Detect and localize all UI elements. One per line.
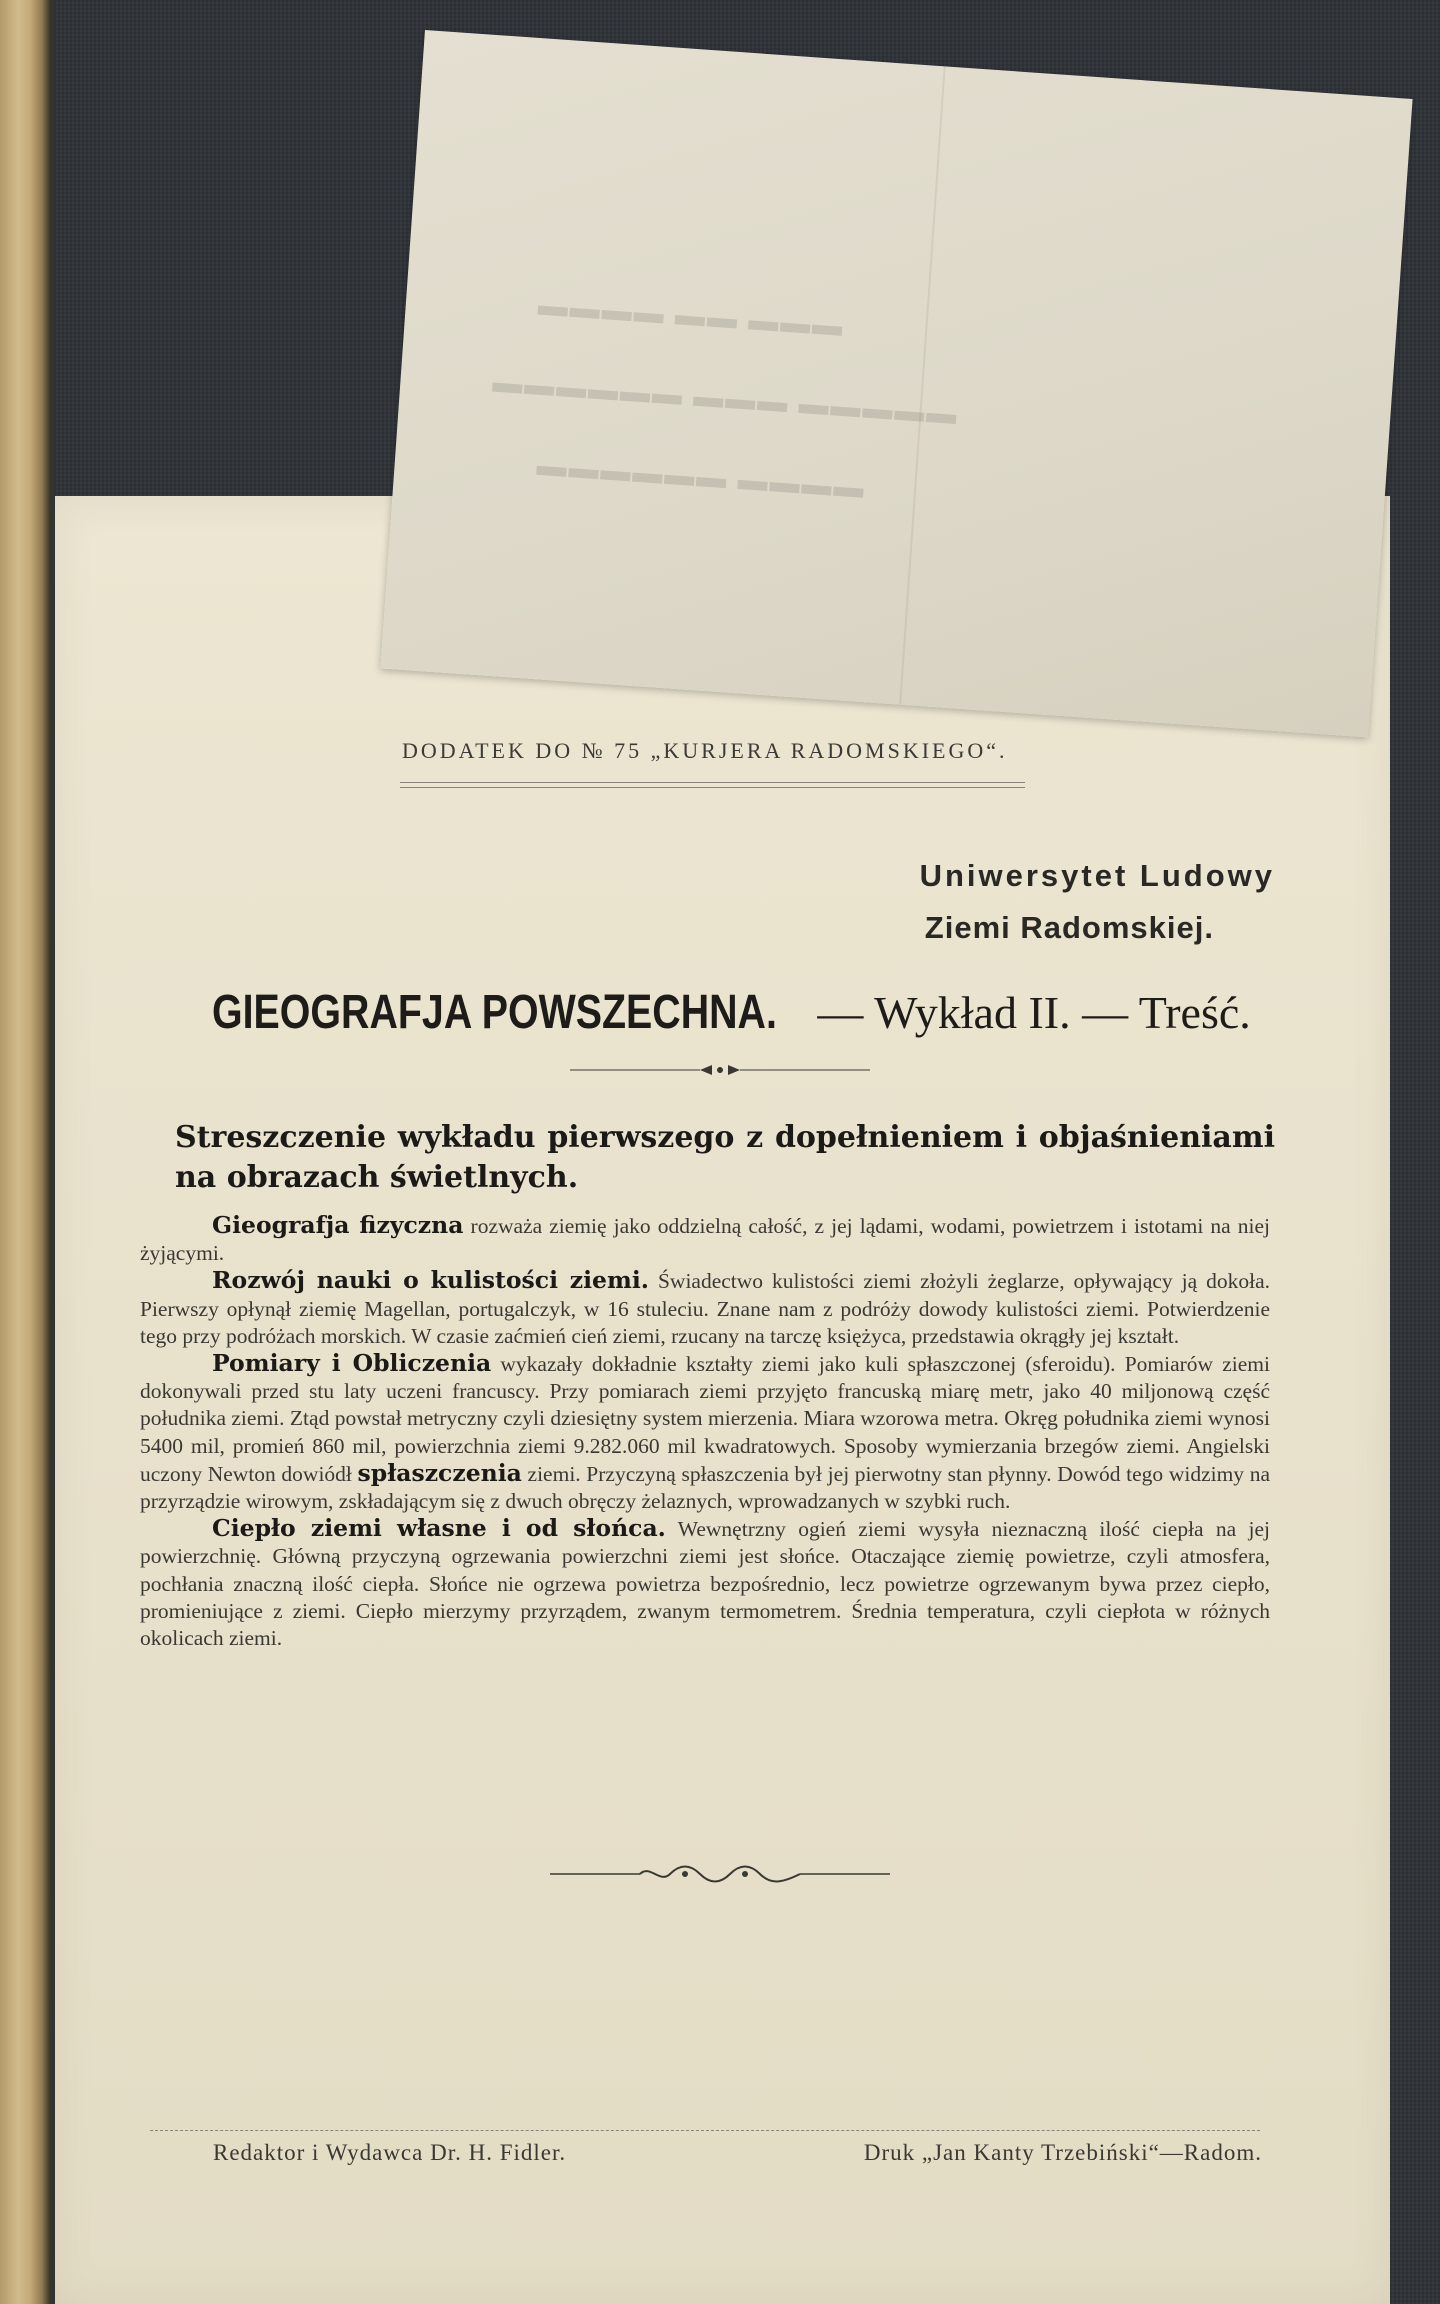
org-name-line1: Uniwersytet Ludowy <box>919 858 1275 893</box>
summary-heading: Streszczenie wykładu pierwszego z dopełnieniem i objaśnieniami na obrazach świetlnych. <box>175 1120 1275 1195</box>
section-text: Wewnętrzny ogień ziemi wysyła nieznaczną ilość ciepła na jej powierzchnię. Główną przyczyną ogrzewania powierzchni ziemi jest słońce. Otaczające ziemię powietrze, czyli atmosfera, pochłania znaczną ilość ciepła. Słońce nie ogrzewa powietrza bezpośrednio, lecz powietrze ogrzewanym bywa przez ciepło, promieniujące z ziemi. Ciepło mierzymy przyrządem, zwanym termometrem. Średnia temperatura, czyli ciepłota w różnych okolicach ziemi. <box>140 1517 1270 1651</box>
footer-editor: Redaktor i Wydawca Dr. H. Fidler. <box>213 2140 567 2165</box>
footer-printer: Druk „Jan Kanty Trzebiński“—Radom. <box>863 2140 1262 2165</box>
section-text: wykazały dokładnie kształty ziemi jako kuli spłaszczonej (sferoidu). Pomiarów ziemi dokonywali przed stu laty uczeni francuscy. Przy pomiarach ziemi przyjęto francuską miarę metr, jako 40 miljonową część południka ziemi. Ztąd powstał metryczny czyli dziesiętny system mierzenia. Miara wzorowa metra. Okręg południka ziemi wynosi 5400 mil, promień 860 mil, powierzchnia ziemi 9.282.060 mil kwadratowych. Sposoby wymierzania brzegów ziemi. Angielski uczony Newton dowiódł <box>140 1352 1270 1486</box>
article-body <box>140 1212 1270 1652</box>
ornament-icon <box>570 1060 870 1080</box>
section-earth-heat <box>140 1515 1270 1652</box>
bleed-through-mark: ▬▬▬ ▬▬ ▬▬▬▬ <box>534 288 844 343</box>
bleed-through-mark: ▬▬▬▬▬ ▬▬▬ ▬▬▬▬▬▬ <box>489 365 958 431</box>
title-lecture: — Wykład II. — Treść. <box>805 987 1251 1038</box>
section-text: Świadectwo kulistości ziemi złożyli żeglarze, opływający ją dokoła. Pierwszy opłynął ziemię Magellan, portugalczyk, w 16 stuleciu. Znane nam z podróży dowody kulistości ziemi. Potwierdzenie tego przy podróżach morskich. W czasie zaćmień cień ziemi, rzucany na tarczę księżyca, przedstawia okrągły jej kształt. <box>140 1269 1270 1348</box>
pasted-paper-clipping <box>380 30 1412 737</box>
header-double-rule <box>400 782 1025 788</box>
section-measurements <box>140 1350 1270 1515</box>
section-heading: Rozwój nauki o kulistości ziemi. <box>212 1266 649 1295</box>
ornament-divider-bottom <box>0 1862 1440 1891</box>
ornament-divider-top <box>0 1060 1440 1085</box>
flourish-icon <box>550 1862 890 1886</box>
album-spine <box>0 0 55 2304</box>
emphasis-word: spłaszczenia <box>357 1458 522 1487</box>
section-heading: Gieografja fizyczna <box>212 1211 464 1239</box>
bleed-through-mark: ▬▬▬▬ ▬▬▬▬▬▬ <box>533 448 865 505</box>
org-name-line2: Ziemi Radomskiej. <box>924 910 1214 945</box>
section-heading: Ciepło ziemi własne i od słońca. <box>212 1514 666 1543</box>
footer-rule <box>150 2130 1260 2131</box>
title-main: GIEOGRAFJA POWSZECHNA. <box>212 986 777 1039</box>
section-text: rozważa ziemię jako oddzielną całość, z jej lądami, wodami, powietrzem i istotami na niej żyjącymi. <box>140 1214 1271 1266</box>
section-text: ziemi. Przyczyną spłaszczenia był jej pierwotny stan płynny. Dowód tego widzimy na przyrządzie wirowym, zskładającym się z dwuch obręczy żelaznych, wprowadzanych w szybki ruch. <box>140 1461 1270 1514</box>
clipping-fold-line <box>899 66 946 705</box>
section-physical-geography <box>140 1212 1270 1267</box>
section-heading: Pomiary i Obliczenia <box>212 1349 492 1378</box>
supplement-header: DODATEK DO № 75 „KURJERA RADOMSKIEGO“. <box>402 738 1008 763</box>
section-sphericity <box>140 1267 1270 1350</box>
page-title <box>212 985 1251 1040</box>
